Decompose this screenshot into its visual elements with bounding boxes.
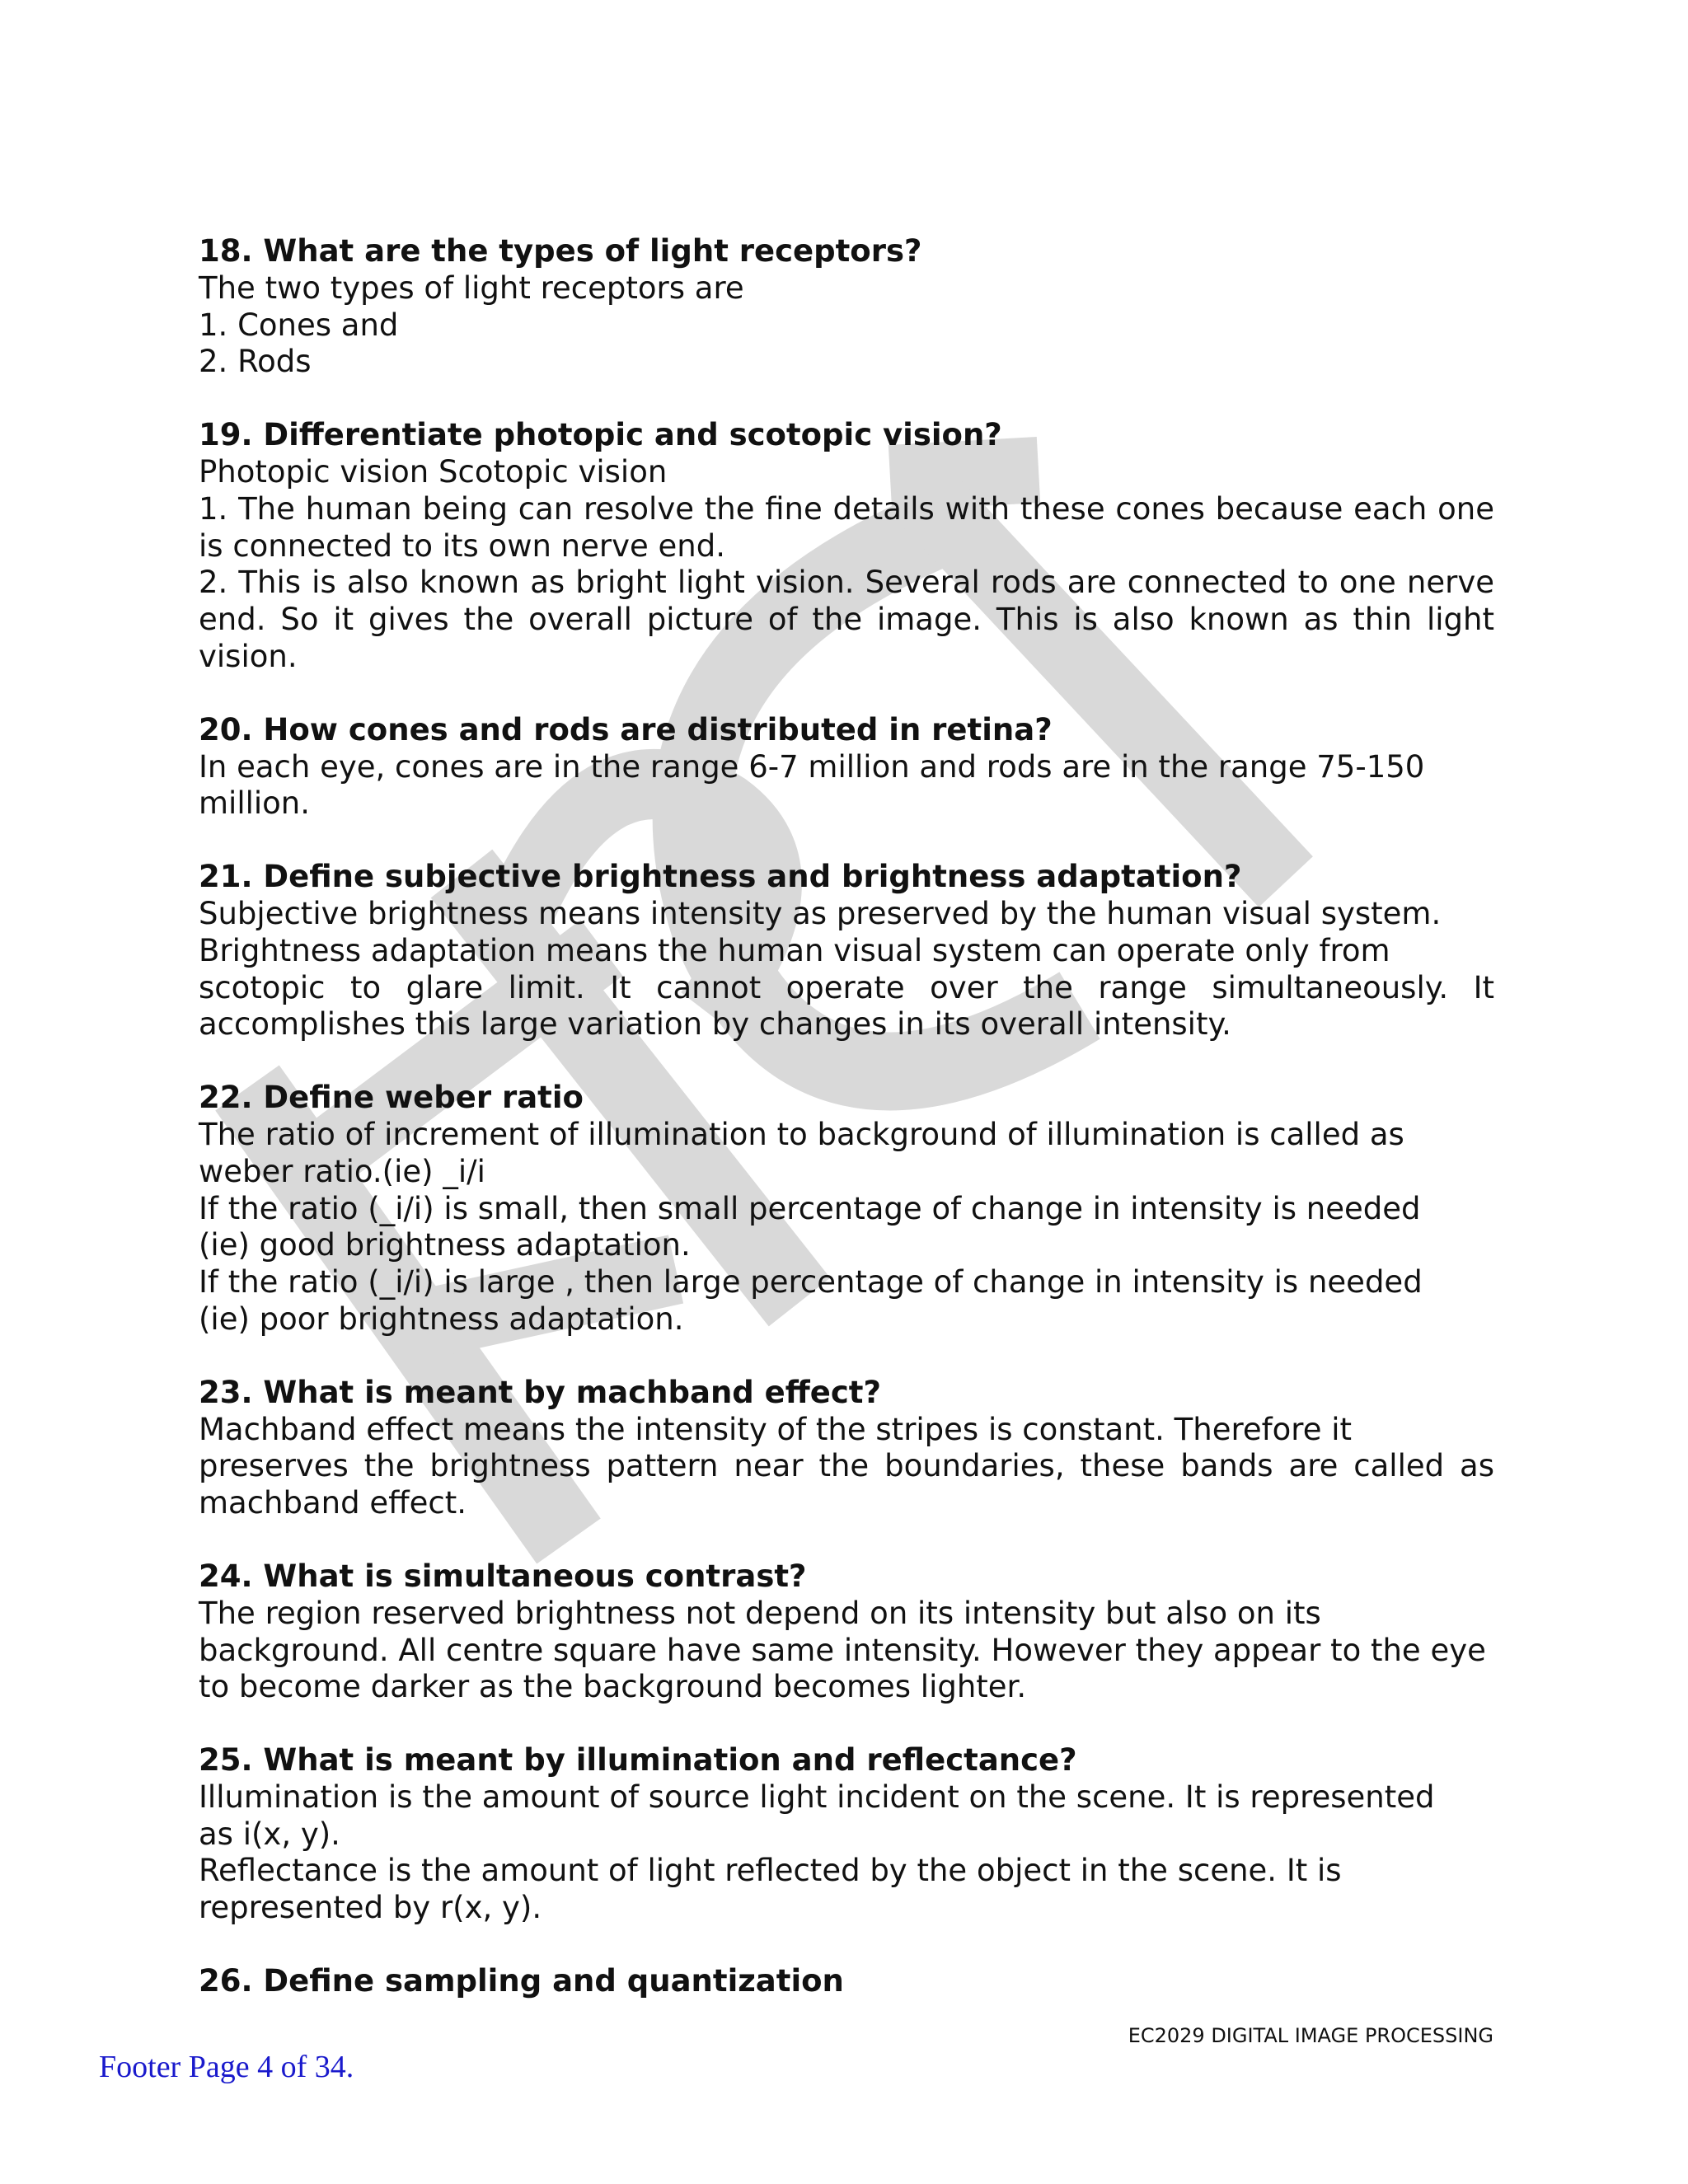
answer-line: million.	[199, 785, 311, 822]
answer-line: end. So it gives the overall picture of the image. This is also known as thin light	[199, 602, 1494, 638]
answer-line: 2. Rods	[199, 344, 312, 380]
answer-line: 1. Cones and	[199, 307, 399, 343]
question-heading: 26. Define sampling and quantization	[199, 1963, 844, 1999]
qa-section	[199, 233, 1494, 381]
running-footer: EC2029 DIGITAL IMAGE PROCESSING	[1128, 2024, 1493, 2047]
answer-line: Subjective brightness means intensity as preserved by the human visual system.	[199, 895, 1442, 931]
answer-line: The ratio of increment of illumination to background of illumination is called as	[199, 1116, 1404, 1152]
answer-line: The region reserved brightness not depend on its intensity but also on its	[199, 1595, 1321, 1631]
question-heading: 22. Define weber ratio	[199, 1080, 584, 1116]
qa-section	[199, 1558, 1494, 1706]
answer-line: as i(x, y).	[199, 1816, 340, 1852]
answer-line: In each eye, cones are in the range 6-7 million and rods are in the range 75-150	[199, 748, 1425, 785]
qa-section	[199, 1742, 1494, 1927]
answer-line: accomplishes this large variation by changes in its overall intensity.	[199, 1006, 1231, 1043]
qa-section	[199, 1375, 1494, 1522]
qa-section	[199, 859, 1494, 1043]
answer-line: The two types of light receptors are	[199, 269, 744, 306]
answer-line: background. All centre square have same intensity. However they appear to the eye	[199, 1632, 1486, 1668]
answer-line: 2. This is also known as bright light vision. Several rods are connected to one nerve	[199, 565, 1494, 601]
answer-line: machband effect.	[199, 1485, 467, 1521]
answer-line: Illumination is the amount of source light incident on the scene. It is represented	[199, 1779, 1435, 1815]
answer-line: to become darker as the background becomes lighter.	[199, 1669, 1027, 1705]
answer-line: preserves the brightness pattern near the boundaries, these bands are called as	[199, 1448, 1494, 1484]
question-heading: 18. What are the types of light receptors?	[199, 233, 922, 269]
question-heading: 23. What is meant by machband effect?	[199, 1374, 881, 1410]
answer-line: Reflectance is the amount of light reflected by the object in the scene. It is	[199, 1853, 1342, 1889]
answer-line: If the ratio (_i/i) is large , then large percentage of change in intensity is needed	[199, 1264, 1423, 1301]
document-body	[199, 233, 1494, 2000]
answer-line: Brightness adaptation means the human visual system can operate only from	[199, 932, 1390, 968]
answer-line: vision.	[199, 638, 298, 674]
answer-line: 1. The human being can resolve the fine details with these cones because each one	[199, 490, 1494, 527]
answer-line: (ie) poor brightness adaptation.	[199, 1301, 684, 1337]
qa-section	[199, 712, 1494, 823]
qa-section	[199, 1080, 1494, 1338]
answer-line: scotopic to glare limit. It cannot operate over the range simultaneously. It	[199, 969, 1494, 1005]
answer-line: represented by r(x, y).	[199, 1890, 542, 1926]
answer-line: (ie) good brightness adaptation.	[199, 1227, 691, 1263]
question-heading: 20. How cones and rods are distributed in retina?	[199, 711, 1053, 748]
question-heading: 21. Define subjective brightness and brightness adaptation?	[199, 859, 1242, 895]
question-heading: 19. Differentiate photopic and scotopic vision?	[199, 417, 1002, 453]
answer-line: is connected to its own nerve end.	[199, 527, 725, 564]
answer-line: weber ratio.(ie) _i/i	[199, 1153, 485, 1189]
qa-section	[199, 1963, 1494, 2000]
answer-line: If the ratio (_i/i) is small, then small percentage of change in intensity is needed	[199, 1190, 1421, 1226]
question-heading: 25. What is meant by illumination and reflectance?	[199, 1742, 1077, 1779]
answer-line: Machband effect means the intensity of the stripes is constant. Therefore it	[199, 1411, 1353, 1447]
page-footer: Footer Page 4 of 34.	[99, 2050, 354, 2084]
answer-line: Photopic vision Scotopic vision	[199, 453, 668, 490]
question-heading: 24. What is simultaneous contrast?	[199, 1558, 807, 1594]
qa-section	[199, 417, 1494, 676]
